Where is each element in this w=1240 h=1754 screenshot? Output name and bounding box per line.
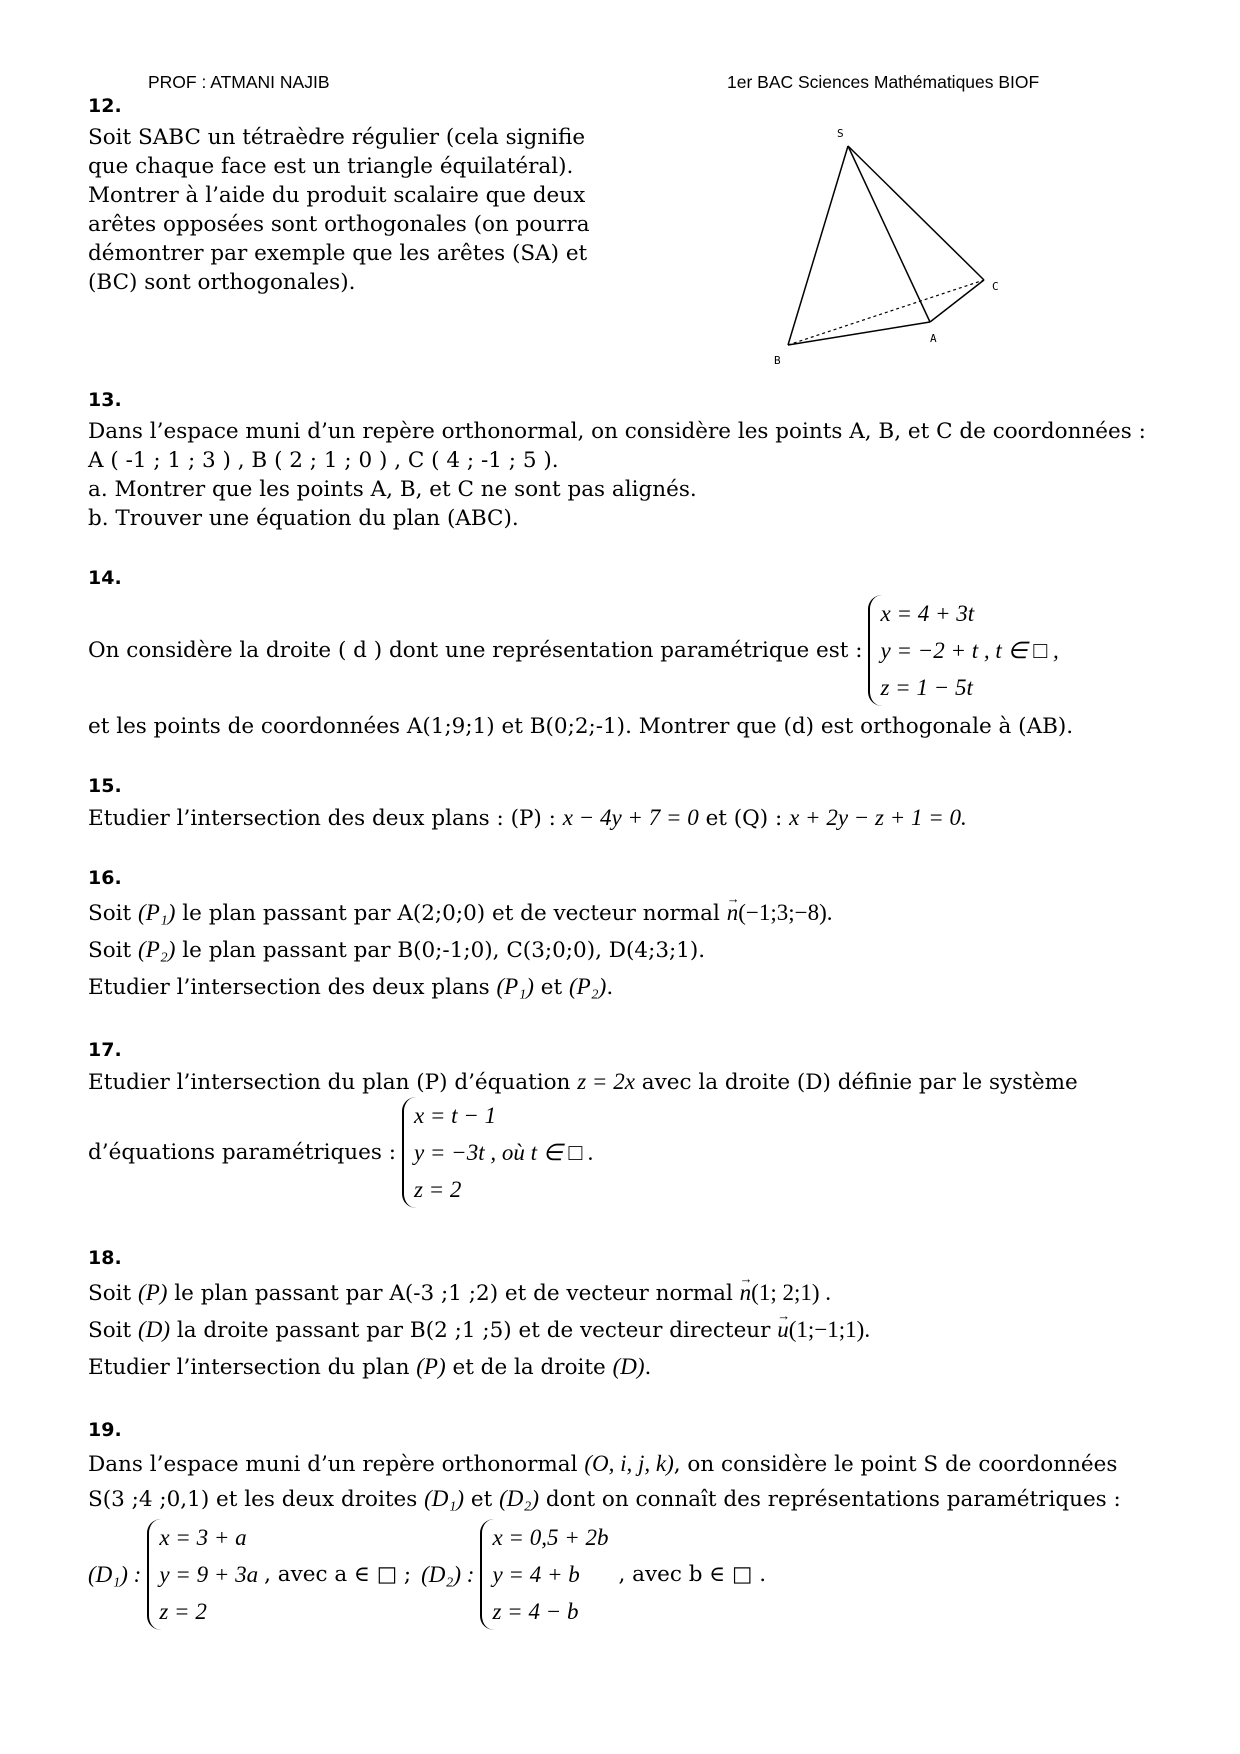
vector-u-coords: (1;−1;1). [788, 1317, 871, 1342]
equation-Q: x + 2y − z + 1 = 0. [789, 805, 967, 830]
equation-z: z = 1 − 5t [880, 675, 973, 700]
text-line: a. Montrer que les points A, B, et C ne sont pas alignés. [88, 477, 697, 502]
equation-z: z = 2 [159, 1599, 207, 1624]
exercise-18 [88, 1244, 1168, 1386]
line-D: (D) [612, 1354, 645, 1379]
text: Soit [88, 1318, 132, 1343]
text: S(3 ;4 ;0,1) et les deux droites [88, 1487, 418, 1512]
vector-u: → u [777, 1312, 789, 1348]
exercise-19 [88, 1416, 1168, 1630]
edge-AC [930, 280, 984, 322]
text: , avec a ∈ □ ; [264, 1561, 412, 1587]
text: et [470, 1487, 493, 1512]
text: Etudier l’intersection des deux plans [88, 975, 490, 1000]
text: le plan passant par B(0;-1;0), C(3;0;0), D(4;3;1). [182, 938, 706, 963]
text-line [88, 1067, 1168, 1097]
plane-P2: (P₂) [568, 974, 607, 999]
exercise-17 [88, 1036, 1168, 1208]
vector-n: → n [740, 1275, 752, 1311]
line-D1-label: (D₁) : [88, 1561, 142, 1587]
text-line [88, 1275, 1168, 1312]
exercise-12 [88, 92, 608, 297]
text: Etudier l’intersection du plan [88, 1355, 410, 1380]
vector-n-coords: (−1;3;−8). [738, 900, 833, 925]
text: dont on connaît des représentations paramétriques : [545, 1487, 1121, 1512]
line-D: (D) [138, 1317, 170, 1342]
equation-x: x = 3 + a [159, 1525, 247, 1550]
equation-y: y = −2 + t , t ∈ □ , [880, 638, 1059, 663]
text-line: Dans l’espace muni d’un repère orthonormal, on considère les points A, B, et C de coordonnées : [88, 419, 1146, 444]
text-line: Montrer à l’aide du produit scalaire que deux [88, 183, 586, 208]
exercise-number: 19. [88, 1419, 122, 1441]
line-D1: (D₁) [424, 1486, 465, 1511]
text-line: que chaque face est un triangle équilatéral). [88, 154, 574, 179]
exercise-number: 16. [88, 867, 122, 889]
parametric-line [88, 595, 1168, 706]
text-line: A ( -1 ; 1 ; 3 ) , B ( 2 ; 1 ; 0 ) , C ( 4 ; -1 ; 5 ). [88, 448, 559, 473]
text: Soit [88, 901, 132, 926]
text: et (Q) : [705, 806, 783, 831]
text-line: arêtes opposées sont orthogonales (on pourra [88, 212, 590, 237]
equation-x: x = 0,5 + 2b [492, 1525, 609, 1550]
exercise-14 [88, 564, 1168, 741]
plane-P1: (P₁) [138, 900, 176, 925]
exercise-13 [88, 386, 1168, 533]
line-D2-label: (D₂) : [421, 1561, 475, 1587]
header-class: 1er BAC Sciences Mathématiques BIOF [727, 72, 1040, 92]
text-line [88, 895, 1168, 932]
exercise-number: 15. [88, 775, 122, 797]
equation-z: z = 2 [413, 1177, 462, 1202]
vector-n-coords: (1; 2;1) . [751, 1280, 832, 1305]
equation-y: y = −3t , où t ∈ □ . [413, 1140, 594, 1165]
equation-x: x = t − 1 [413, 1103, 497, 1128]
parametric-system [402, 1097, 594, 1208]
plane-P: (P) [138, 1280, 168, 1305]
line-D2: (D₂) [499, 1486, 540, 1511]
text-line [88, 1312, 1168, 1349]
exercise-number: 13. [88, 389, 122, 411]
exercise-number: 14. [88, 567, 122, 589]
text: Dans l’espace muni d’un repère orthonormal [88, 1452, 578, 1477]
edge-SA [848, 146, 930, 322]
text: , avec b ∈ □ . [618, 1561, 767, 1587]
intro-text: d’équations paramétriques : [88, 1140, 396, 1165]
vector-n: → n [727, 895, 739, 931]
plane-P1: (P₁) [496, 974, 534, 999]
text: le plan passant par A(2;0;0) et de vecteur normal [182, 901, 720, 926]
label-B: B [774, 354, 781, 367]
exercise-16 [88, 864, 1168, 1006]
equation-z: z = 4 − b [492, 1599, 579, 1624]
exercise-number: 18. [88, 1247, 122, 1269]
plane-P2: (P₂) [138, 937, 176, 962]
edge-SB [788, 146, 848, 345]
equation-y: y = 4 + b [492, 1562, 580, 1587]
text: . [606, 975, 614, 1000]
exercise-number: 17. [88, 1039, 122, 1061]
exercise-15 [88, 772, 1168, 833]
tetrahedron-figure [760, 120, 1020, 370]
equation-plane: z = 2x [577, 1069, 635, 1094]
parametric-system-D1 [147, 1519, 258, 1630]
exercise-number: 12. [88, 95, 122, 117]
text: Soit [88, 1281, 132, 1306]
parametric-line [88, 1097, 1168, 1208]
parametric-system-D2 [480, 1519, 612, 1630]
frame-notation: (O, i, j, k) [584, 1451, 674, 1476]
text-line [88, 1482, 1168, 1517]
text: . [644, 1355, 652, 1380]
text: Soit [88, 938, 132, 963]
text: , on considère le point S de coordonnées [673, 1452, 1118, 1477]
equation-x: x = 4 + 3t [880, 601, 975, 626]
text-line: et les points de coordonnées A(1;9;1) et B(0;2;-1). Montrer que (d) est orthogonale à (AB). [88, 714, 1074, 739]
text-line [88, 1447, 1168, 1482]
intro-text: On considère la droite ( d ) dont une représentation paramétrique est : [88, 638, 863, 663]
parametric-system [868, 595, 1058, 706]
text-line: Soit SABC un tétraèdre régulier (cela signifie [88, 125, 586, 150]
text: la droite passant par B(2 ;1 ;5) et de vecteur directeur [176, 1318, 771, 1343]
label-C: C [992, 280, 999, 293]
text: Etudier l’intersection du plan (P) d’équation [88, 1070, 571, 1095]
edge-SC [848, 146, 984, 280]
text-line [88, 969, 1168, 1006]
equation-P: x − 4y + 7 = 0 [562, 805, 699, 830]
text: le plan passant par A(-3 ;1 ;2) et de vecteur normal [174, 1281, 733, 1306]
text: avec la droite (D) définie par le système [641, 1070, 1078, 1095]
edge-BA [788, 322, 930, 345]
text-line [88, 932, 1168, 969]
label-S: S [837, 127, 844, 140]
text: et de la droite [452, 1355, 606, 1380]
text-line: (BC) sont orthogonales). [88, 270, 356, 295]
text: Etudier l’intersection des deux plans : (P) : [88, 806, 556, 831]
plane-P: (P) [416, 1354, 446, 1379]
text-line [88, 803, 1168, 833]
edge-BC-hidden [788, 280, 984, 345]
text: et [540, 975, 563, 1000]
header-author: PROF : ATMANI NAJIB [148, 72, 330, 92]
text-line [88, 1349, 1168, 1386]
parametric-systems-row [88, 1519, 1168, 1630]
text-line: b. Trouver une équation du plan (ABC). [88, 506, 519, 531]
label-A: A [930, 332, 937, 345]
equation-y: y = 9 + 3a [159, 1562, 259, 1587]
text-line: démontrer par exemple que les arêtes (SA) et [88, 241, 588, 266]
